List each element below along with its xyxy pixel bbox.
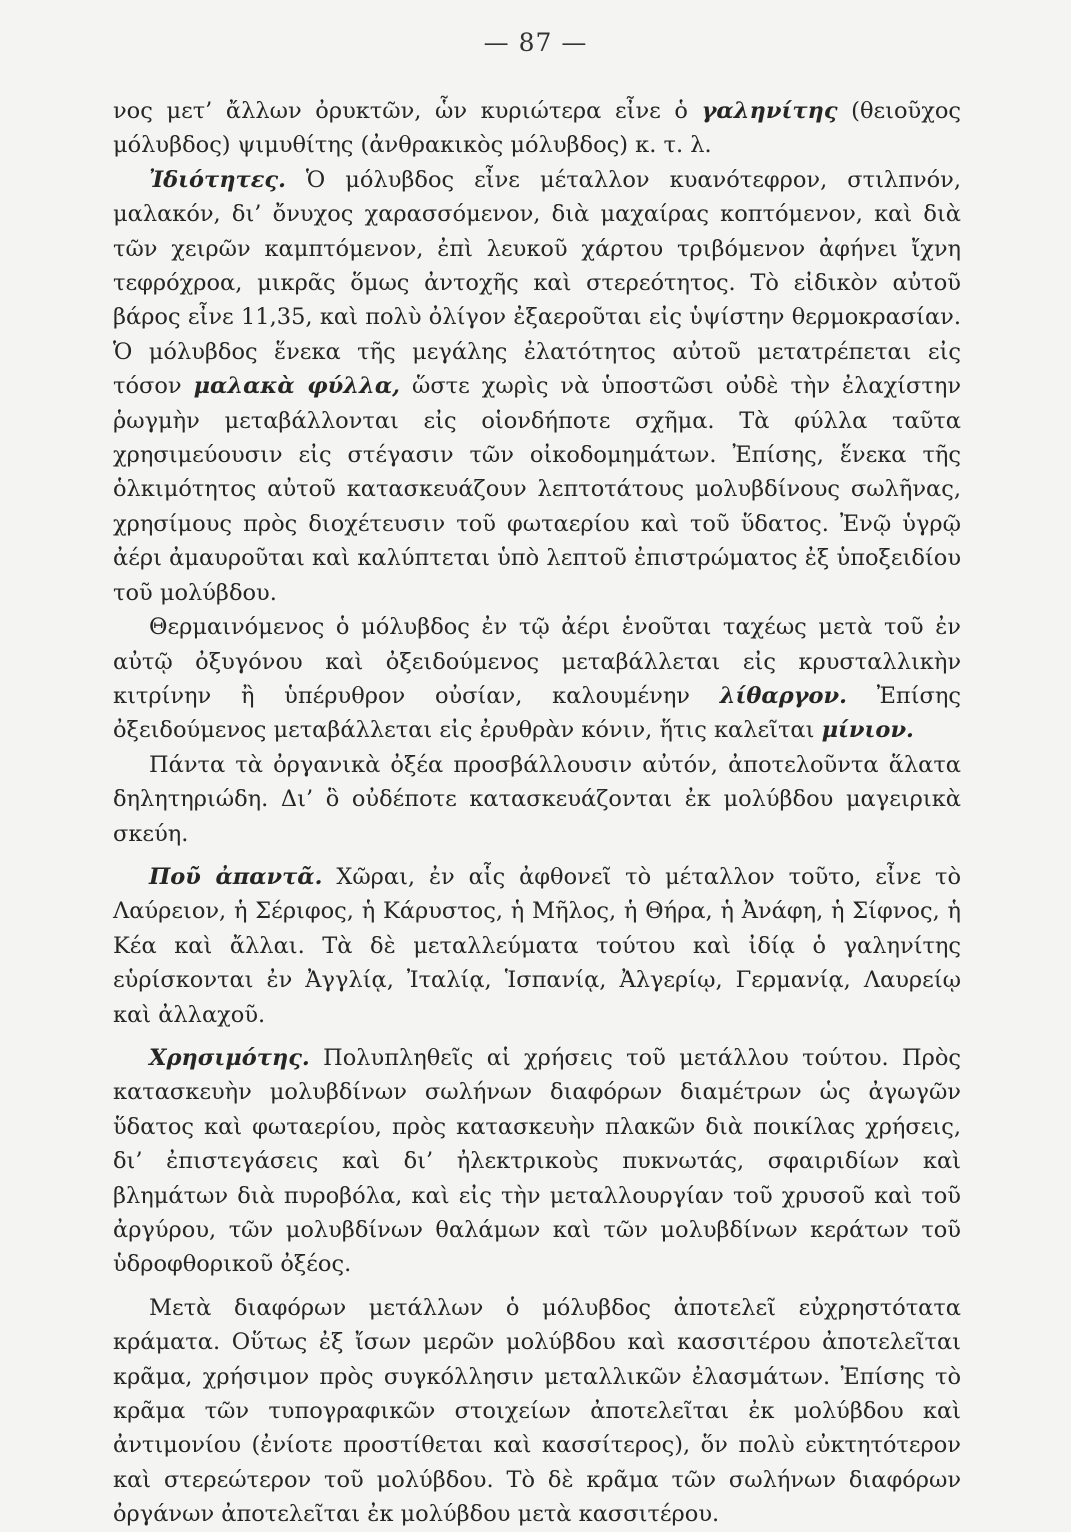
text-span: Πάντα τὰ ὀργανικὰ ὀξέα προσβάλλουσιν αὐτόν, ἀποτελοῦντα ἅλατα δηλητηριώδη. Δι’ ὃ οὐδέποτε κατασκευάζονται ἐκ μολύβδου μαγειρικὰ σκεύη. [113, 751, 961, 847]
paragraph-alloys [113, 1291, 961, 1532]
text-span: Μετὰ διαφόρων μετάλλων ὁ μόλυβδος ἀποτελεῖ εὐχρηστότατα κράματα. Οὕτως ἐξ ἴσων μερῶν μολύβδου καὶ κασσιτέρου ἀποτελεῖται κρᾶμα, χρήσιμον πρὸς συγκόλλησιν μεταλλικῶν ἐλασμάτων. Ἐπίσης τὸ κρᾶμα τῶν τυπογραφικῶν στοιχείων ἀποτελεῖται ἐκ μολύβδου καὶ ἀντιμονίου (ἐνίοτε προστίθεται καὶ κασσίτερος), ὅν πολὺ εὐκτητότερον καὶ στερεώτερον τοῦ μολύβδου. Τὸ δὲ κρᾶμα τῶν σωλήνων διαφόρων ὀργάνων ἀποτελεῖται ἐκ μολύβδου μετὰ κασσιτέρου. [113, 1294, 961, 1528]
term-litharge: λίθαργον. [719, 682, 847, 709]
page-number: — 87 — [483, 28, 588, 57]
paragraph-continuation [113, 94, 961, 163]
paragraph-acids [113, 748, 961, 851]
paragraph-uses [113, 1041, 961, 1282]
text-span: Ὁ μόλυβδος εἶνε μέταλλον κυανότεφρον, στιλπνόν, μαλακόν, δι’ ὄνυχος χαρασσόμενον, διὰ μαχαίρας κοπτόμενον, καὶ διὰ τῶν χειρῶν καμπτόμενον, ἐπὶ λευκοῦ χάρτου τριβόμενον ἀφήνει ἴχνη τεφρόχροα, μικρᾶς ὅμως ἀντοχῆς καὶ στερεότητος. Τὸ εἰδικὸν αὐτοῦ βάρος εἶνε 11,35, καὶ πολὺ ὀλίγον ἐξαεροῦται εἰς ὑψίστην θερμοκρασίαν. Ὁ μόλυβδος ἕνεκα τῆς μεγάλης ἐλατότητος αὐτοῦ μετατρέπεται εἰς τόσον [113, 166, 961, 400]
text-span: Ἐπίσης ὀξειδούμενος μεταβάλλεται εἰς ἐρυθρὰν κόνιν, ἥτις καλεῖται [113, 682, 961, 744]
paragraph-properties [113, 163, 961, 610]
section-heading-properties: Ἰδιότητες. [149, 166, 286, 193]
text-span: Πολυπληθεῖς αἱ χρήσεις τοῦ μετάλλου τούτου. Πρὸς κατασκευὴν μολυβδίνων σωλήνων διαφόρων διαμέτρων ὡς ἀγωγῶν ὕδατος καὶ φωταερίου, πρὸς κατασκευὴν πλακῶν διὰ ποικίλας χρήσεις, δι’ ἐπιστεγάσεις καὶ δι’ ἠλεκτρικοὺς πυκνωτάς, σφαιριδίων καὶ βλημάτων διὰ πυροβόλα, καὶ εἰς τὴν μεταλλουργίαν τοῦ χρυσοῦ καὶ τοῦ ἀργύρου, τῶν μολυβδίνων θαλάμων καὶ τῶν μολυβδίνων κεράτων τοῦ ὑδροφθορικοῦ ὀξέος. [113, 1044, 961, 1278]
text-span: (θειοῦχος μόλυβδος) ψιμυθίτης (ἀνθρακικὸς μόλυβδος) κ. τ. λ. [113, 98, 961, 159]
text-span: Χῶραι, ἐν αἷς ἀφθονεῖ τὸ μέταλλον τοῦτο, εἶνε τὸ Λαύρειον, ἡ Σέριφος, ἡ Κάρυστος, ἡ Μῆλος, ἡ Θήρα, ἡ Ἀνάφη, ἡ Σίφνος, ἡ Κέα καὶ ἄλλαι. Τὰ δὲ μεταλλεύματα τούτου καὶ ἰδίᾳ ὁ γαληνίτης εὑρίσκονται ἐν Ἀγγλίᾳ, Ἰταλίᾳ, Ἱσπανίᾳ, Ἀλγερίῳ, Γερμανίᾳ, Λαυρείῳ καὶ ἀλλαχοῦ. [113, 863, 961, 1028]
body-text [113, 94, 961, 1532]
paragraph-occurrence [113, 860, 961, 1032]
term-galinitis: γαληνίτης [701, 98, 838, 124]
term-minium: μίνιον. [821, 717, 914, 744]
section-heading-uses: Χρησιμότης. [149, 1044, 310, 1071]
section-heading-occurrence: Ποῦ ἀπαντᾶ. [149, 863, 323, 890]
text-span: ὥστε χωρὶς νὰ ὑποστῶσι οὐδὲ τὴν ἐλαχίστην ῥωγμὴν μεταβάλλονται εἰς οἱονδήποτε σχῆμα. Τὰ φύλλα ταῦτα χρησιμεύουσιν εἰς στέγασιν τῶν οἰκοδομημάτων. Ἐπίσης, ἕνεκα τῆς ὁλκιμότητος αὐτοῦ κατασκευάζουν λεπτοτάτους μολυβδίνους σωλῆνας, χρησίμους πρὸς διοχέτευσιν τοῦ φωταερίου καὶ τοῦ ὕδατος. Ἐνῷ ὑγρῷ ἀέρι ἀμαυροῦται καὶ καλύπτεται ὑπὸ λεπτοῦ ἐπιστρώματος ἐξ ὑποξειδίου τοῦ μολύβδου. [113, 373, 962, 606]
term-soft-sheets: μαλακὰ φύλλα, [193, 373, 400, 400]
paragraph-heating [113, 610, 961, 748]
text-span: Θερμαινόμενος ὁ μόλυβδος ἐν τῷ ἀέρι ἑνοῦται ταχέως μετὰ τοῦ ἐν αὐτῷ ὀξυγόνου καὶ ὀξειδούμενος μεταβάλλεται εἰς κρυσταλλικὴν κιτρίνην ἢ ὑπέρυθρον οὐσίαν, καλουμένην [113, 614, 961, 709]
text-span: νος μετ’ ἄλλων ὀρυκτῶν, ὧν κυριώτερα εἶνε ὁ [113, 98, 702, 124]
